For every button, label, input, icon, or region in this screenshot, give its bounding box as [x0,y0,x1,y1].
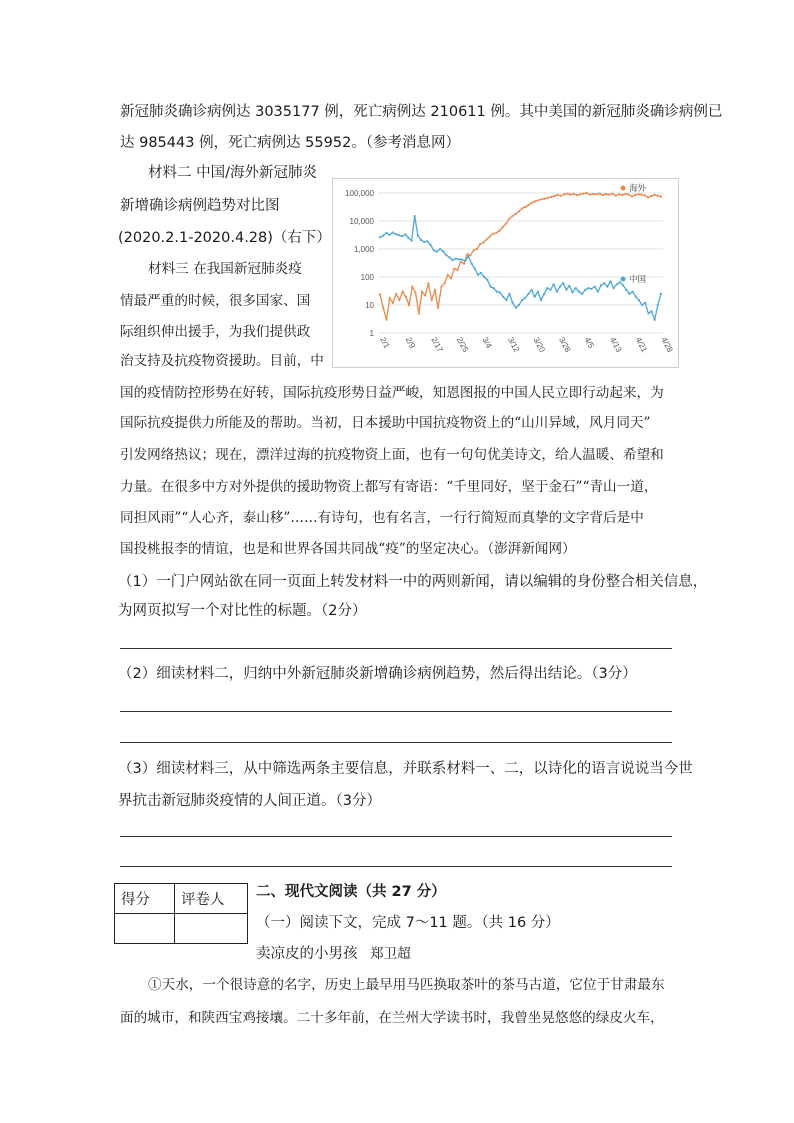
material3-line-2: 情最严重的时候，很多国家、国 [120,293,311,309]
data-point [560,195,562,197]
data-point [573,193,575,195]
data-point [515,307,517,309]
data-point [398,299,400,301]
data-point [508,218,510,220]
data-point [531,289,533,291]
data-point [566,193,568,195]
data-point [411,240,413,242]
data-point [379,293,381,295]
x-tick-label: 2/17 [429,335,445,354]
data-point [512,302,514,304]
data-point [448,256,450,258]
data-point [505,223,507,225]
data-point [624,193,626,195]
score-cell[interactable] [115,914,175,944]
data-point [458,258,460,260]
data-point [576,194,578,196]
intro-line-2: 达 985443 例，死亡病例达 55952。（参考消息网） [120,135,461,151]
data-point [414,215,416,217]
data-point [502,226,504,228]
y-tick-label: 1,000 [353,245,374,254]
legend-label: 海外 [629,184,647,194]
answer-line-q2-2[interactable] [120,742,672,743]
data-point [486,238,488,240]
material3-line-8: 力量。在很多中方对外提供的援助物资上都写有寄语：“千里同好，坚于金石”“青山一道， [120,479,658,495]
y-tick-label: 1 [369,329,374,338]
data-point [524,206,526,208]
data-point [464,260,466,262]
answer-line-q1[interactable] [120,648,672,649]
data-point [395,233,397,235]
data-point [562,282,564,284]
section2-subheading: （一）阅读下文，完成 7～11 题。（共 16 分） [256,915,560,931]
data-point [660,195,662,197]
article-author: 郑卫超 [370,946,411,962]
data-point [417,235,419,237]
data-point [515,213,517,215]
data-point [521,299,523,301]
data-point [622,284,624,286]
data-point [644,194,646,196]
question-2-line-1: （2）细读材料二，归纳中外新冠肺炎新增确诊病例趋势，然后得出结论。（3分） [118,666,637,682]
data-point [429,244,431,246]
data-point [657,304,659,306]
data-point [486,279,488,281]
data-point [653,194,655,196]
data-point [628,293,630,295]
data-point [401,235,403,237]
data-point [660,293,662,295]
legend-marker [621,277,626,282]
data-point [587,287,589,289]
data-point [613,287,615,289]
data-point [647,196,649,198]
material3-line-3: 际组织伸出援手，为我们提供政 [120,324,311,340]
data-point [436,251,438,253]
data-point [534,296,536,298]
data-point [411,286,413,288]
data-point [641,304,643,306]
material3-line-4: 治支持及抗疫物资援助。目前，中 [120,353,324,369]
data-point [547,197,549,199]
data-point [531,202,533,204]
data-point [408,304,410,306]
data-point [537,291,539,293]
data-point [650,195,652,197]
data-point [563,193,565,195]
data-point [557,194,559,196]
score-header: 得分 [115,884,175,914]
series-line-0 [380,193,661,320]
y-tick-label: 10,000 [349,217,374,226]
data-point [599,193,601,195]
data-point [495,232,497,234]
y-tick-label: 100 [360,273,374,282]
material2-caption-3: (2020.2.1-2020.4.28)（右下） [118,230,331,246]
data-point [582,193,584,195]
x-tick-label: 3/20 [531,335,547,354]
x-tick-label: 4/13 [608,335,624,354]
material3-line-1: 材料三 在我国新冠肺炎疫 [148,261,302,277]
data-point [388,234,390,236]
data-point [603,282,605,284]
data-point [518,210,520,212]
data-point [385,319,387,321]
data-point [543,293,545,295]
data-point [489,235,491,237]
data-point [518,304,520,306]
data-point [434,289,436,291]
data-point [460,261,462,263]
section2-heading: 二、现代文阅读（共 27 分） [256,884,446,900]
data-point [476,248,478,250]
data-point [553,283,555,285]
score-table [114,883,248,944]
data-point [590,288,592,290]
question-3-line-1: （3）细读材料三，从中筛选两条主要信息，并联系材料一、二，以诗化的语言说说当今世 [118,761,693,777]
data-point [455,258,457,260]
data-point [493,287,495,289]
data-point [499,291,501,293]
data-point [483,276,485,278]
data-point [431,299,433,301]
question-3-line-2: 界抗击新冠肺炎疫情的人间正道。（3分） [118,793,381,809]
data-point [521,207,523,209]
data-point [405,296,407,298]
answer-line-q3-1[interactable] [120,836,672,837]
data-point [618,193,620,195]
x-tick-label: 2/1 [378,335,392,350]
article-para-1-line-2: 面的城市，和陕西宝鸡接壤。二十多年前，在兰州大学读书时，我曾坐晃悠悠的绿皮火车， [120,1010,664,1026]
material2-caption-1: 材料二 中国/海外新冠肺炎 [148,165,317,181]
data-point [632,291,634,293]
data-point [398,234,400,236]
data-point [609,280,611,282]
data-point [553,195,555,197]
article-title: 卖凉皮的小男孩 [256,946,358,962]
data-point [404,233,406,235]
data-point [635,296,637,298]
data-point [421,291,423,293]
data-point [424,294,426,296]
data-point [579,193,581,195]
data-point [634,194,636,196]
data-point [508,293,510,295]
x-tick-label: 2/25 [454,335,471,354]
data-point [556,291,558,293]
data-point [559,286,561,288]
data-point [420,239,422,241]
answer-line-q2-1[interactable] [120,711,672,712]
data-point [592,193,594,195]
data-point [498,230,500,232]
data-point [414,291,416,293]
data-point [606,286,608,288]
data-point [482,241,484,243]
data-point [407,237,409,239]
data-point [615,195,617,197]
y-tick-label: 100,000 [345,189,374,198]
data-point [546,287,548,289]
data-point [575,287,577,289]
x-tick-label: 2/9 [403,335,417,350]
data-point [616,283,618,285]
data-point [445,254,447,256]
x-tick-label: 3/12 [505,335,522,354]
material3-line-9: 同担风雨”“人心齐，泰山移”……有诗句，也有名言，一行行简短而真挚的文字背后是中 [120,510,644,526]
intro-line-1: 新冠肺炎确诊病例达 3035177 例，死亡病例达 210611 例。其中美国的新冠肺炎确诊病例已 [120,104,723,120]
data-point [489,286,491,288]
data-point [505,299,507,301]
x-tick-label: 4/5 [582,335,596,350]
data-point [382,235,384,237]
data-point [389,297,391,299]
data-point [650,310,652,312]
data-point [461,258,463,260]
data-point [442,250,444,252]
data-point [496,291,498,293]
data-point [474,268,476,270]
x-tick-label: 4/21 [633,335,649,354]
data-point [379,236,381,238]
covid-trend-chart [332,178,679,368]
data-point [638,299,640,301]
question-1-line-2: 为网页拟写一个对比性的标题。（2分） [118,603,367,619]
data-point [453,268,455,270]
data-point [440,286,442,288]
data-point [537,199,539,201]
x-tick-label: 3/28 [557,335,573,354]
material3-line-5: 国的疫情防控形势在好转，国际抗疫形势日益严峻，知恩图报的中国人民立即行动起来，为 [120,385,664,401]
data-point [528,204,530,206]
data-point [511,215,513,217]
data-point [589,194,591,196]
data-point [433,249,435,251]
data-point [595,193,597,195]
data-point [385,232,387,234]
data-point [619,281,621,283]
data-point [471,263,473,265]
data-point [597,291,599,293]
material3-line-6: 国际抗疫提供力所能及的帮助。当初，日本援助中国抗疫物资上的“山川异域，风月同天” [120,415,651,431]
data-point [527,293,529,295]
material3-line-10: 国投桃报李的情谊，也是和世界各国共同战“疫”的坚定决心。（澎湃新闻网） [120,541,576,557]
data-point [550,196,552,198]
data-point [621,194,623,196]
data-point [477,274,479,276]
data-point [466,253,468,255]
data-point [581,293,583,295]
grader-header: 评卷人 [175,884,248,914]
data-point [402,291,404,293]
data-point [578,291,580,293]
data-point [540,299,542,301]
material2-caption-2: 新增确诊病例趋势对比图 [120,198,280,214]
series-line-1 [380,216,661,320]
data-point [382,307,384,309]
data-point [392,231,394,233]
data-point [492,233,494,235]
data-point [584,289,586,291]
data-point [625,289,627,291]
data-point [594,286,596,288]
data-point [456,269,458,271]
data-point [439,248,441,250]
data-point [608,194,610,196]
data-point [631,195,633,197]
legend-marker [621,186,626,191]
data-point [586,192,588,194]
data-point [418,312,420,314]
data-point [473,249,475,251]
y-tick-label: 10 [365,301,374,310]
data-point [605,193,607,195]
data-point [647,312,649,314]
data-point [570,194,572,196]
data-point [654,319,656,321]
data-point [612,193,614,195]
answer-line-q3-2[interactable] [120,866,672,867]
question-1-line-1: （1）一门户网站欲在同一页面上转发材料一中的两则新闻，请以编辑的身份整合相关信息， [118,574,708,590]
data-point [565,289,567,291]
data-point [568,285,570,287]
data-point [447,274,449,276]
x-tick-label: 4/28 [659,335,675,354]
legend-label: 中国 [629,275,647,285]
article-para-1-line-1: ①天水，一个很诗意的名字，历史上最早用马匹换取茶叶的茶马古道，它位于甘肃最东 [148,977,665,993]
data-point [549,289,551,291]
data-point [540,198,542,200]
data-point [437,307,439,309]
data-point [423,241,425,243]
data-point [392,302,394,304]
data-point [534,200,536,202]
data-point [544,198,546,200]
data-point [644,302,646,304]
data-point [602,194,604,196]
data-point [427,282,429,284]
data-point [502,296,504,298]
data-point [444,282,446,284]
data-point [467,255,469,257]
data-point [524,297,526,299]
material3-line-7: 引发网络热议；现在，漂洋过海的抗疫物资上面，也有一句句优美诗文，给人温暖、希望和 [120,447,664,463]
data-point [600,284,602,286]
chart-svg [333,179,678,367]
x-tick-label: 3/4 [480,335,494,350]
data-point [463,263,465,265]
data-point [572,291,574,293]
data-point [426,240,428,242]
data-point [395,293,397,295]
data-point [450,277,452,279]
data-point [469,254,471,256]
data-point [479,243,481,245]
grader-cell[interactable] [175,914,248,944]
data-point [657,195,659,197]
data-point [480,272,482,274]
data-point [452,259,454,261]
